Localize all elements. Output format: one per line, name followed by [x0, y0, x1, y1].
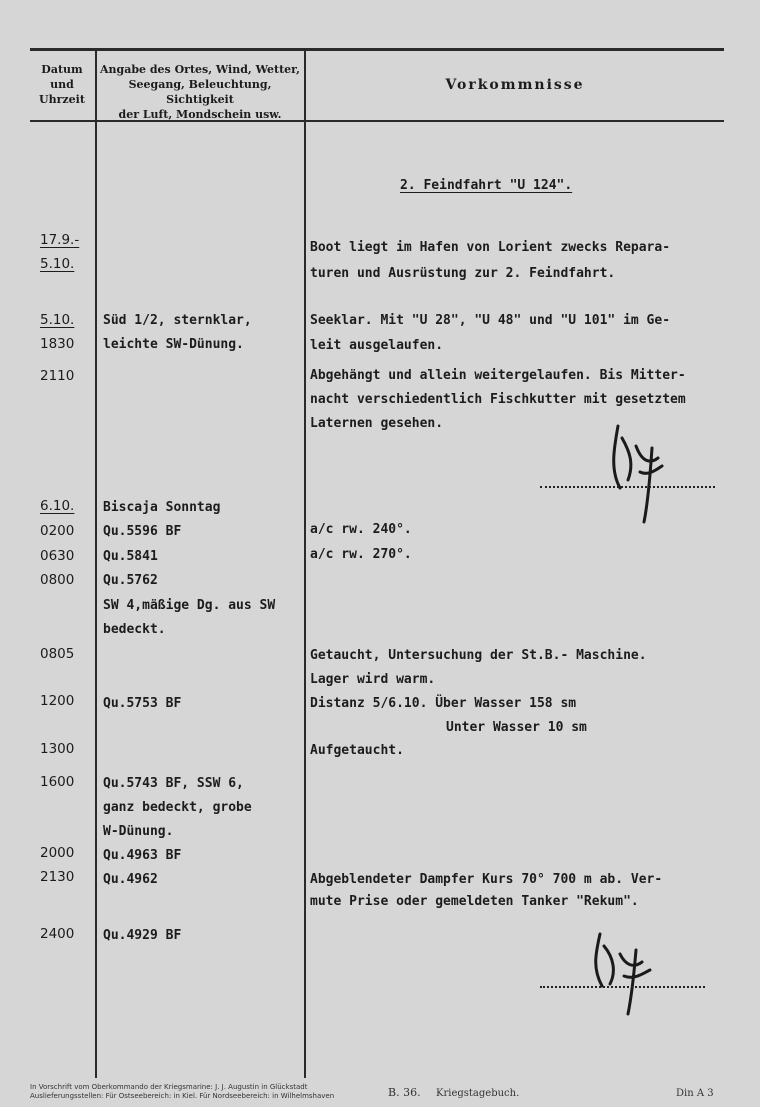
date-cell: 1200	[40, 693, 75, 709]
place-cell: Qu.4929 BF	[103, 928, 182, 943]
header-col-place	[98, 62, 302, 122]
date-cell: 2110	[40, 368, 75, 384]
date-cell: 2400	[40, 926, 75, 942]
date-cell: 1300	[40, 741, 75, 757]
event-line: Abgehängt und allein weitergelaufen. Bis Mitter-	[310, 368, 686, 383]
header-col-place-line1: Angabe des Ortes, Wind, Wetter,	[99, 63, 301, 76]
event-line: nacht verschiedentlich Fischkutter mit gesetztem	[310, 392, 686, 407]
din-format: Din A 3	[676, 1088, 714, 1099]
event-line: a/c rw. 270°.	[310, 547, 412, 562]
date-cell: 0630	[40, 548, 75, 564]
form-title: Kriegstagebuch.	[436, 1088, 520, 1099]
event-line: a/c rw. 240°.	[310, 522, 412, 537]
signature-dotted-line	[540, 486, 715, 488]
header-col-events: Vorkommnisse	[445, 77, 585, 93]
date-cell: 0800	[40, 572, 75, 588]
date-cell: 1600	[40, 774, 75, 790]
event-line: Boot liegt im Hafen von Lorient zwecks Repara-	[310, 240, 671, 255]
printer-note	[30, 1083, 334, 1101]
date-cell: 0805	[40, 646, 75, 662]
event-line: Unter Wasser 10 sm	[446, 720, 587, 735]
place-cell: Süd 1/2, sternklar,	[103, 313, 252, 328]
header-col-place-line2: Seegang, Beleuchtung, Sichtigkeit	[128, 78, 272, 106]
event-line: leit ausgelaufen.	[310, 338, 444, 353]
header-col-date	[32, 62, 92, 107]
header-col-date-line1: Datum	[41, 63, 83, 76]
date-cell: 2000	[40, 845, 75, 861]
header-col-place-line3: der Luft, Mondschein usw.	[118, 108, 282, 121]
event-line: turen und Ausrüstung zur 2. Feindfahrt.	[310, 266, 616, 281]
date-cell: 5.10.	[40, 256, 75, 272]
header-col-date-line3: Uhrzeit	[39, 93, 85, 106]
place-cell: ganz bedeckt, grobe	[103, 800, 252, 815]
event-line: mute Prise oder gemeldeten Tanker "Rekum".	[310, 894, 639, 909]
place-cell: bedeckt.	[103, 622, 166, 637]
place-cell: Qu.5743 BF, SSW 6,	[103, 776, 244, 791]
event-line: Lager wird warm.	[310, 672, 436, 687]
place-cell: Qu.4963 BF	[103, 848, 182, 863]
event-line: Aufgetaucht.	[310, 743, 404, 758]
document-title: 2. Feindfahrt "U 124".	[400, 178, 573, 193]
form-number: B. 36.	[388, 1086, 421, 1099]
date-cell: 17.9.-	[40, 232, 80, 248]
printer-note-line2: Auslieferungsstellen: Für Ostseebereich: in Kiel. Für Nordseebereich: in Wilhelmshaven	[30, 1092, 335, 1100]
event-line: Seeklar. Mit "U 28", "U 48" und "U 101" im Ge-	[310, 313, 671, 328]
place-cell: Qu.5841	[103, 549, 158, 564]
signature-dotted-line	[540, 986, 705, 988]
place-cell: Qu.5753 BF	[103, 696, 182, 711]
top-rule	[30, 48, 724, 51]
printer-note-line1: In Vorschrift vom Oberkommando der Kriegsmarine: J. J. Augustin in Glückstadt	[30, 1083, 308, 1091]
place-cell: leichte SW-Dünung.	[103, 337, 244, 352]
place-cell: Qu.5762	[103, 573, 158, 588]
event-line: Abgeblendeter Dampfer Kurs 70° 700 m ab. Ver-	[310, 872, 663, 887]
place-cell: Qu.5596 BF	[103, 524, 182, 539]
event-line: Getaucht, Untersuchung der St.B.- Maschine.	[310, 648, 647, 663]
date-cell: 1830	[40, 336, 75, 352]
place-cell: Biscaja Sonntag	[103, 500, 221, 515]
date-cell: 2130	[40, 869, 75, 885]
place-cell: Qu.4962	[103, 872, 158, 887]
place-cell: W-Dünung.	[103, 824, 174, 839]
signature-mark	[600, 418, 680, 528]
date-cell: 0200	[40, 523, 75, 539]
signature-mark	[580, 928, 670, 1018]
date-cell: 6.10.	[40, 498, 75, 514]
event-line: Distanz 5/6.10. Über Wasser 158 sm	[310, 696, 577, 711]
date-cell: 5.10.	[40, 312, 75, 328]
event-line: Laternen gesehen.	[310, 416, 444, 431]
column-divider-1	[95, 50, 97, 1078]
column-divider-2	[304, 50, 306, 1078]
header-col-date-line2: und	[50, 78, 74, 91]
place-cell: SW 4,mäßige Dg. aus SW	[103, 598, 276, 613]
